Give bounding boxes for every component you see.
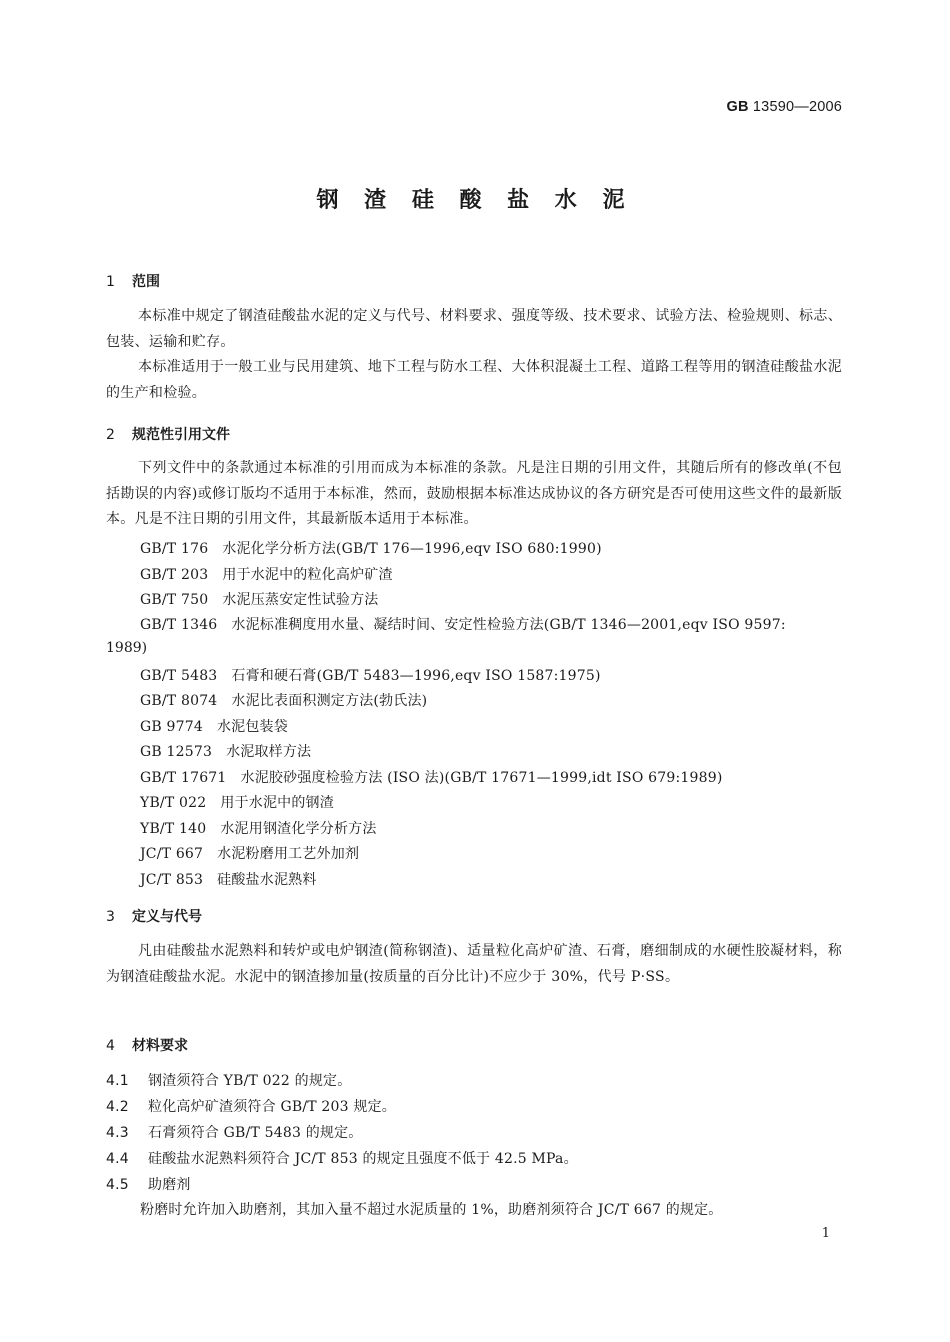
reference-title: 石膏和硬石膏(GB/T 5483—1996,eqv ISO 1587:1975) bbox=[231, 668, 601, 684]
section-2-paragraph-1: 下列文件中的条款通过本标准的引用而成为本标准的条款。凡是注日期的引用文件，其随后所有的修改单(不包括勘误的内容)或修订版均不适用于本标准，然而，鼓励根据本标准达成协议的各方研究是否可使用这些文件的最新版本。凡是不注日期的引用文件，其最新版本适用于本标准。 bbox=[106, 460, 842, 527]
reference-code: GB/T 1346 bbox=[140, 617, 218, 633]
reference-item bbox=[140, 690, 427, 710]
subclause-4-3 bbox=[106, 1122, 363, 1142]
subclause-4-5 bbox=[106, 1174, 191, 1194]
page-number: 1 bbox=[821, 1226, 830, 1241]
subclause-number: 4.1 bbox=[106, 1073, 129, 1089]
section-3-heading bbox=[106, 906, 202, 926]
reference-code: GB/T 5483 bbox=[140, 668, 218, 684]
reference-code: GB/T 176 bbox=[140, 541, 209, 557]
reference-title: 水泥压蒸安定性试验方法 bbox=[222, 592, 379, 608]
reference-code: GB/T 17671 bbox=[140, 770, 227, 786]
standard-code-prefix: GB bbox=[726, 99, 749, 115]
reference-title: 水泥胶砂强度检验方法 (ISO 法)(GB/T 17671—1999,idt ISO 679:1989) bbox=[240, 770, 723, 786]
subclause-number: 4.2 bbox=[106, 1099, 129, 1115]
section-3-number: 3 bbox=[106, 909, 115, 925]
reference-title: 水泥比表面积测定方法(勃氏法) bbox=[231, 693, 428, 709]
reference-title: 水泥包装袋 bbox=[216, 719, 288, 735]
section-2-number: 2 bbox=[106, 427, 115, 443]
reference-title: 用于水泥中的粒化高炉矿渣 bbox=[222, 567, 393, 583]
reference-title: 用于水泥中的钢渣 bbox=[220, 795, 334, 811]
standard-code bbox=[727, 99, 842, 115]
subclause-text: 助磨剂 bbox=[148, 1177, 191, 1193]
subclause-number: 4.5 bbox=[106, 1177, 129, 1193]
section-1-title: 范围 bbox=[132, 274, 160, 290]
reference-code: JC/T 853 bbox=[140, 872, 204, 888]
subclause-number: 4.3 bbox=[106, 1125, 129, 1141]
reference-item bbox=[140, 843, 359, 863]
section-3-paragraph-1: 凡由硅酸盐水泥熟料和转炉或电炉钢渣(简称钢渣)、适量粒化高炉矿渣、石膏，磨细制成的水硬性胶凝材料，称为钢渣硅酸盐水泥。水泥中的钢渣掺加量(按质量的百分比计)不应少于 30%，代号 P·SS。 bbox=[106, 943, 842, 985]
section-2-title: 规范性引用文件 bbox=[132, 427, 230, 443]
reference-item bbox=[140, 716, 288, 736]
document-title: 钢 渣 硅 酸 盐 水 泥 bbox=[316, 188, 634, 213]
subclause-4-2 bbox=[106, 1096, 396, 1116]
reference-code: YB/T 022 bbox=[140, 795, 207, 811]
subclause-4-4 bbox=[106, 1148, 578, 1168]
section-1-heading bbox=[106, 271, 160, 291]
reference-title: 水泥标准稠度用水量、凝结时间、安定性检验方法(GB/T 1346—2001,eqv ISO 9597: bbox=[231, 617, 786, 633]
section-2-heading bbox=[106, 424, 230, 444]
reference-code: GB/T 203 bbox=[140, 567, 209, 583]
reference-item bbox=[140, 818, 377, 838]
reference-code: GB 12573 bbox=[140, 744, 213, 760]
reference-code: GB 9774 bbox=[140, 719, 203, 735]
reference-item bbox=[140, 538, 602, 558]
reference-continuation: 1989) bbox=[106, 640, 148, 656]
reference-item bbox=[140, 869, 317, 889]
reference-code: JC/T 667 bbox=[140, 846, 204, 862]
section-1-paragraph-2: 本标准适用于一般工业与民用建筑、地下工程与防水工程、大体积混凝土工程、道路工程等用的钢渣硅酸盐水泥的生产和检验。 bbox=[106, 359, 842, 401]
section-1-number: 1 bbox=[106, 274, 115, 290]
reference-title: 水泥粉磨用工艺外加剂 bbox=[217, 846, 360, 862]
reference-item bbox=[140, 665, 601, 685]
reference-code: GB/T 750 bbox=[140, 592, 209, 608]
reference-title: 水泥化学分析方法(GB/T 176—1996,eqv ISO 680:1990) bbox=[222, 541, 602, 557]
subclause-number: 4.4 bbox=[106, 1151, 129, 1167]
section-1-paragraph-1: 本标准中规定了钢渣硅酸盐水泥的定义与代号、材料要求、强度等级、技术要求、试验方法、检验规则、标志、包装、运输和贮存。 bbox=[106, 308, 842, 350]
reference-item bbox=[140, 767, 723, 787]
section-4-title: 材料要求 bbox=[132, 1038, 188, 1054]
section-3-title: 定义与代号 bbox=[132, 909, 202, 925]
section-4-number: 4 bbox=[106, 1038, 115, 1054]
reference-item bbox=[140, 589, 379, 609]
reference-item bbox=[140, 614, 786, 634]
subclause-text: 石膏须符合 GB/T 5483 的规定。 bbox=[148, 1125, 363, 1141]
reference-item bbox=[140, 741, 311, 761]
reference-item bbox=[140, 792, 334, 812]
subclause-text: 粒化高炉矿渣须符合 GB/T 203 规定。 bbox=[148, 1099, 396, 1115]
subclause-text: 钢渣须符合 YB/T 022 的规定。 bbox=[148, 1073, 352, 1089]
reference-code: GB/T 8074 bbox=[140, 693, 218, 709]
reference-item bbox=[140, 564, 393, 584]
reference-title: 水泥取样方法 bbox=[226, 744, 312, 760]
subclause-4-5-text: 粉磨时允许加入助磨剂，其加入量不超过水泥质量的 1%，助磨剂须符合 JC/T 667 的规定。 bbox=[140, 1202, 723, 1218]
section-4-heading bbox=[106, 1035, 188, 1055]
reference-code: YB/T 140 bbox=[140, 821, 207, 837]
standard-code-number: 13590—2006 bbox=[752, 99, 842, 115]
reference-title: 硅酸盐水泥熟料 bbox=[217, 872, 317, 888]
subclause-4-1 bbox=[106, 1070, 351, 1090]
reference-title: 水泥用钢渣化学分析方法 bbox=[220, 821, 377, 837]
subclause-text: 硅酸盐水泥熟料须符合 JC/T 853 的规定且强度不低于 42.5 MPa。 bbox=[148, 1151, 578, 1167]
